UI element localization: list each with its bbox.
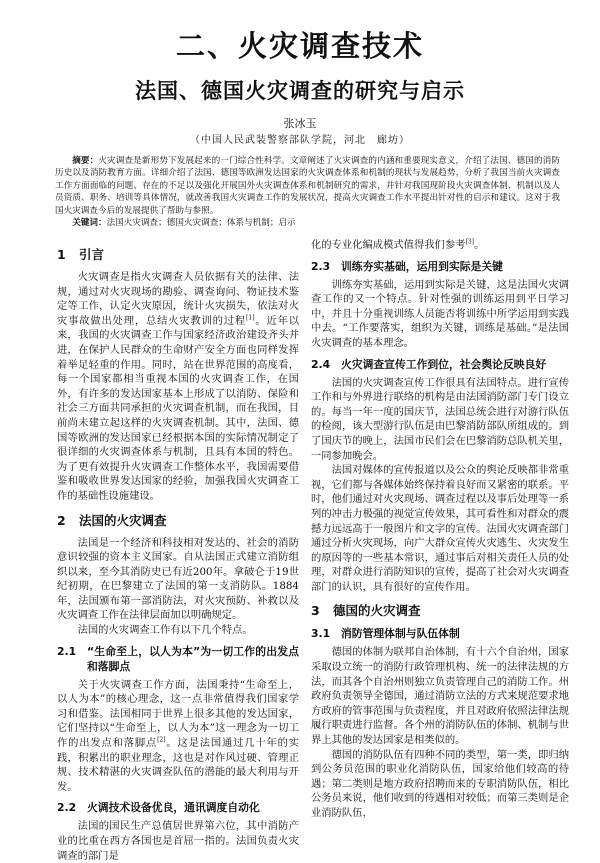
section-title-text: 法国的火灾调查: [79, 512, 167, 528]
abstract-paragraph: [55, 155, 560, 217]
section-heading: [57, 513, 299, 529]
text: 关于火灾调查工作方面，法国秉持“生命至上，以人为本”的核心理念，这一点非常值得我们国家学习和借鉴。法国相同于世界上很多其他的发达国家，它们坚持以“生命至上，以人为本”这一理念为一切工作的出发点和落脚点: [57, 678, 299, 750]
text: 。近年以来，我国的火灾调查工作与国家经济政治建设齐头并进，在保护人民群众的生命财产安全方面也同样发挥着举足轻重的作用。同时，站在世界范围的高度看，每一个国家都相当重视本国的火灾调查工作，在国外，有许多的发达国家基本上形成了以消防、保险和社会三方面共同承担的火灾调查机制，而在我国，目前尚未建立起这样的火灾调查机制。其中，法国、德国等欧洲的发达国家已经根据本国的实际情况制定了很详细的火灾调查体系与机制，且具有本国的特色。为了更有效提升火灾调查工作整体水平，我国需要借鉴和吸收世界发达国家的经验，加强我国火灾调查工作的基础性设施建设。: [57, 314, 300, 502]
keywords: [55, 217, 560, 229]
paragraph: [57, 270, 299, 504]
section-number: 1: [57, 247, 66, 262]
paragraph: [311, 238, 569, 253]
section-number: 2: [57, 512, 66, 528]
paragraph: 法国的火灾调查宣传工作很具有法国特点。进行宣传工作和与外界进行联络的机构是由法国消防部门专门设立的。每当一年一度的国庆节，法国总统会进行对游行队伍的检阅，该大型游行队伍是由巴黎消防部队所组成的。到了国庆节的晚上，法国市民们会在巴黎消防总队机关里，一同参加晚会。: [311, 376, 569, 462]
paragraph: 法国对媒体的宣传报道以及公众的舆论反映都非常重视，它们都与各媒体始终保持着良好而又紧密的联系。平时，他们通过对火灾现场、调查过程以及事后处理等一系列的冲击力极强的视觉宣传效果，其可看性和对群众的震撼力远远高于一般图片和文字的宣传。法国火灾调查部门通过分析火灾现场，向广大群众宣传火灾逃生、火灾发生的原因等的一些基本常识，通过事后对相关责任人员的处理，对群众进行消防知识的宣传，提高了社会对火灾调查部门的认识，具有很好的宣传作用。: [311, 464, 569, 593]
section-title-text: 火调技术设备优良，通讯调度自动化: [87, 801, 260, 815]
text: 火灾调查是指火灾调查人员依据有关的法律、法规，通过对火灾现场的勘验、调查询问、物证技术鉴定等工作，认定火灾原因，统计火灾损失，依法对火灾事故做出处理，总结火灾教训的过程: [57, 271, 299, 327]
section-number: 3: [311, 603, 320, 619]
section-title-text: 消防管理体制与队伍体制: [341, 627, 460, 641]
section-heading: [311, 603, 569, 619]
paragraph: 法国是一个经济和科技相对发达的、社会的消防意识较强的资本主义国家。自从法国正式建立消防组织以来，至今其消防史已有近200年。拿破仑于19世纪初期，在巴黎建立了法国的第一支消防队。1884年，法国颁布第一部消防法，对火灾预防、补救以及火灾调查工作在法律层面加以明确规定。: [57, 536, 299, 622]
section-number: 2.2: [57, 801, 77, 815]
subsection-heading: [311, 357, 569, 372]
subsection-heading: [57, 800, 299, 815]
section-title-text: 火灾调查宣传工作到位，社会舆论反映良好: [341, 357, 547, 371]
reference: [2]: [157, 736, 166, 744]
paragraph: [57, 678, 299, 795]
section-title-text: 训练夯实基础，运用到实际是关键: [341, 259, 503, 273]
abstract-text: 火灾调查是新形势下发展起来的一门综合性科学。文章阐述了火灾调查的内涵和重要现实意义，介绍了法国、德国的消防历史以及消防教育方面。详细介绍了法国、德国等欧洲发达国家的火灾调查体系和机制的现状与发展趋势，分析了我国当前火灾调查工作方面面临的问题、存在的不足以及强化开展国外火灾调查体系和机制研究的需求，并针对我国现阶段火灾调查体制、机制以及人员资质、职务、培训等具体情况，就改善我国火灾调查工作的发展状况，提高火灾调查工作水平提出针对性的启示和建议。这对于我国火灾调查今后的发展提供了帮助与参照。: [55, 156, 560, 216]
section-number: 3.1: [311, 627, 331, 641]
text: 化的专业化编成模式值得我们参考: [311, 239, 466, 251]
text: 。这是法国通过几十年的实践，积累出的职业理念，这也是对作风过硬、管理正规、技术精湛的火灾调查队伍的潜能的最大利用与开发。: [57, 737, 300, 793]
subsection-heading: [311, 259, 569, 274]
subsection-heading: [57, 644, 299, 674]
section-title-text: “生命至上，以人为本”为一切工作的出发点和落脚点: [87, 644, 299, 673]
text: 。: [473, 239, 485, 251]
reference: [1]: [246, 314, 255, 322]
keywords-text: 法国火灾调查；德国火灾调查；体系与机制；启示: [106, 218, 296, 229]
author: 张冰玉: [283, 117, 317, 130]
section-title-text: 引言: [79, 247, 105, 262]
section-title: 二、火灾调查技术: [175, 29, 424, 63]
paper-title: 法国、德国火灾调查的研究与启示: [135, 78, 465, 103]
abstract-label: 摘要：: [72, 156, 99, 166]
subsection-heading: [311, 626, 569, 641]
keywords-label: 关键词：: [72, 218, 107, 229]
reference: [3]: [465, 238, 474, 246]
right-column: [311, 238, 569, 821]
paragraph: 法国的火灾调查工作有以下几个特点。: [77, 624, 253, 637]
section-heading: [57, 247, 299, 263]
paragraph: 训练夯实基础，运用到实际是关键，这是法国火灾调查工作的又一个特点。针对性强的训练运用到平日学习中，并且十分重视训练人员能否将训练中所学运用到实践中去。“工作要落实，组织为关键，训练是基础。”是法国火灾调查的基本理念。: [311, 278, 569, 349]
paragraph: 德国的消防队伍有四种不同的类型，第一类，即归纳到公务员范围的职业化消防队伍，国家给他们较高的待遇；第二类则是地方政府招聘而来的专职消防队伍，相比公务员来说，他们收到的待遇相对较低；而第三类则是企业消防队伍，: [311, 748, 569, 819]
section-number: 2.3: [311, 259, 331, 273]
paragraph: 法国的国民生产总值居世界第六位，其中消防产业的比重在西方各国也是首屈一指的。法国负责火灾调查的部门是: [57, 820, 299, 862]
section-number: 2.4: [311, 357, 331, 371]
section-title-text: 德国的火灾调查: [333, 603, 421, 619]
affiliation: （中国人民武装警察部队学院，河北 廊坊）: [190, 135, 410, 146]
abstract: [55, 155, 560, 229]
paragraph: 德国的体制为联邦自治体制，有十六个自治州，国家采取设立统一的消防行政管理机构、统一的法律法规的方法，而其各个自治州则独立负责管理自己的消防工作。州政府负责领导全德国，通过消防立法的方式来规范要求地方政府的管事范围与负责程度，并且对政府依照法律法规履行职责进行监督。各个州的消防队伍的体制、机制与世界上其他的发达国家是相类似的。: [311, 646, 569, 747]
left-column: [57, 238, 299, 863]
section-number: 2.1: [57, 644, 77, 658]
